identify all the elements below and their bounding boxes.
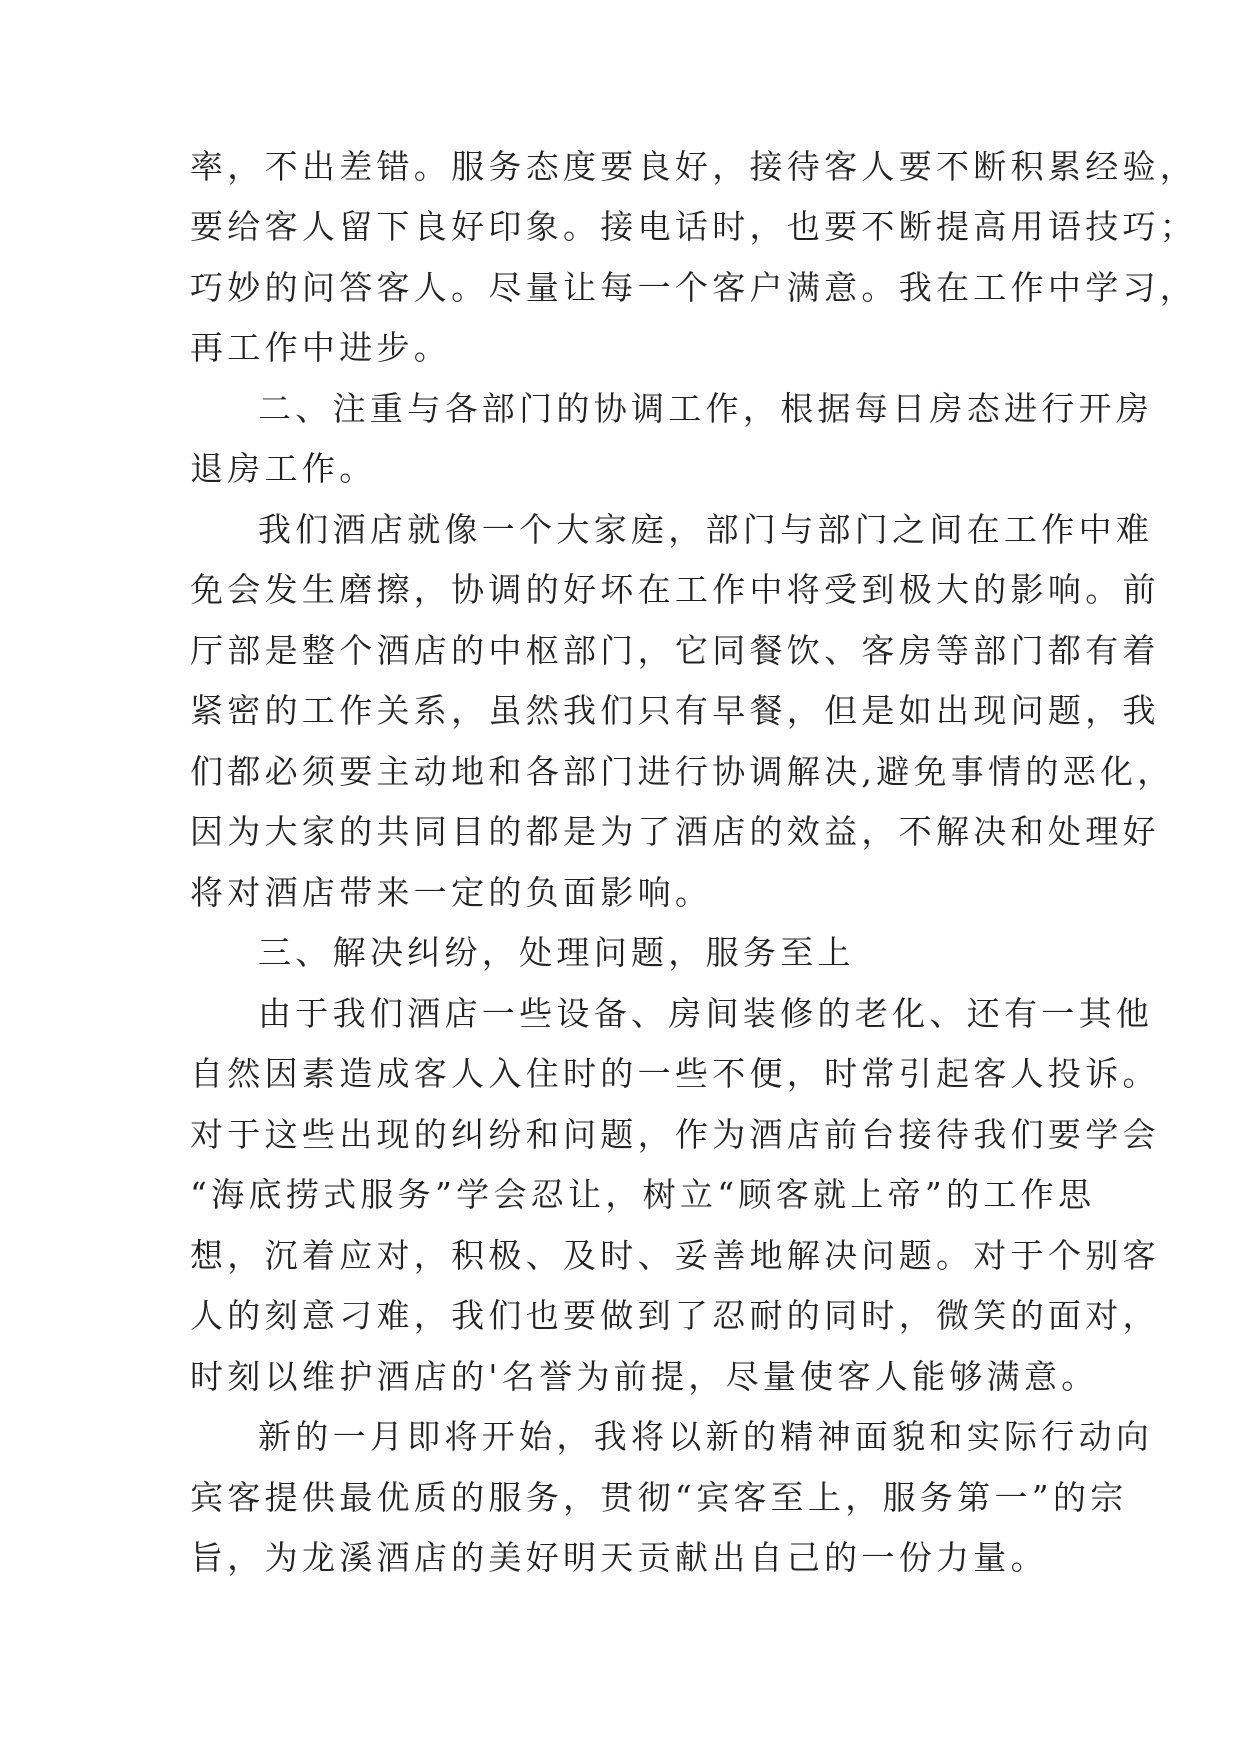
text-line: 宾客提供最优质的服务，贯彻“宾客至上，服务第一”的宗 (190, 1478, 1128, 1517)
paragraph-start: 新的一月即将开始，我将以新的精神面貌和实际行动向 (258, 1417, 1154, 1456)
text-line: 时刻以维护酒店的'名誉为前提，尽量使客人能够满意。 (190, 1357, 1099, 1396)
section-heading-2: 二、注重与各部门的协调工作，根据每日房态进行开房 (258, 389, 1154, 428)
text-line: 免会发生磨擦，协调的好坏在工作中将受到极大的影响。前 (190, 570, 1160, 609)
text-line: 要给客人留下良好印象。接电话时，也要不断提高用语技巧； (190, 207, 1198, 246)
text-line: 退房工作。 (190, 449, 377, 488)
text-line: 巧妙的问答客人。尽量让每一个客户满意。我在工作中学习， (190, 268, 1198, 307)
text-line: 人的刻意刁难，我们也要做到了忍耐的同时，微笑的面对， (190, 1296, 1160, 1335)
text-line: 因为大家的共同目的都是为了酒店的效益，不解决和处理好 (190, 812, 1160, 851)
text-line: 对于这些出现的纠纷和问题，作为酒店前台接待我们要学会 (190, 1115, 1160, 1154)
section-heading-3: 三、解决纠纷，处理问题，服务至上 (258, 933, 855, 972)
text-line: 将对酒店带来一定的负面影响。 (190, 873, 713, 912)
text-line: 们都必须要主动地和各部门进行协调解决,避免事情的恶化， (190, 752, 1175, 791)
text-line: “海底捞式服务”学会忍让，树立“顾客就上帝”的工作思 (190, 1175, 1096, 1214)
text-line: 旨，为龙溪酒店的美好明天贡献出自己的一份力量。 (190, 1538, 1048, 1577)
text-line: 再工作中进步。 (190, 328, 452, 367)
paragraph-start: 由于我们酒店一些设备、房间装修的老化、还有一其他 (258, 994, 1154, 1033)
paragraph-start: 我们酒店就像一个大家庭，部门与部门之间在工作中难 (258, 510, 1154, 549)
text-line: 自然因素造成客人入住时的一些不便，时常引起客人投诉。 (190, 1054, 1160, 1093)
text-line: 厅部是整个酒店的中枢部门，它同餐饮、客房等部门都有着 (190, 631, 1160, 670)
text-line: 率，不出差错。服务态度要良好，接待客人要不断积累经验， (190, 147, 1198, 186)
text-line: 紧密的工作关系，虽然我们只有早餐，但是如出现问题，我 (190, 691, 1160, 730)
text-line: 想，沉着应对，积极、及时、妥善地解决问题。对于个别客 (190, 1236, 1160, 1275)
